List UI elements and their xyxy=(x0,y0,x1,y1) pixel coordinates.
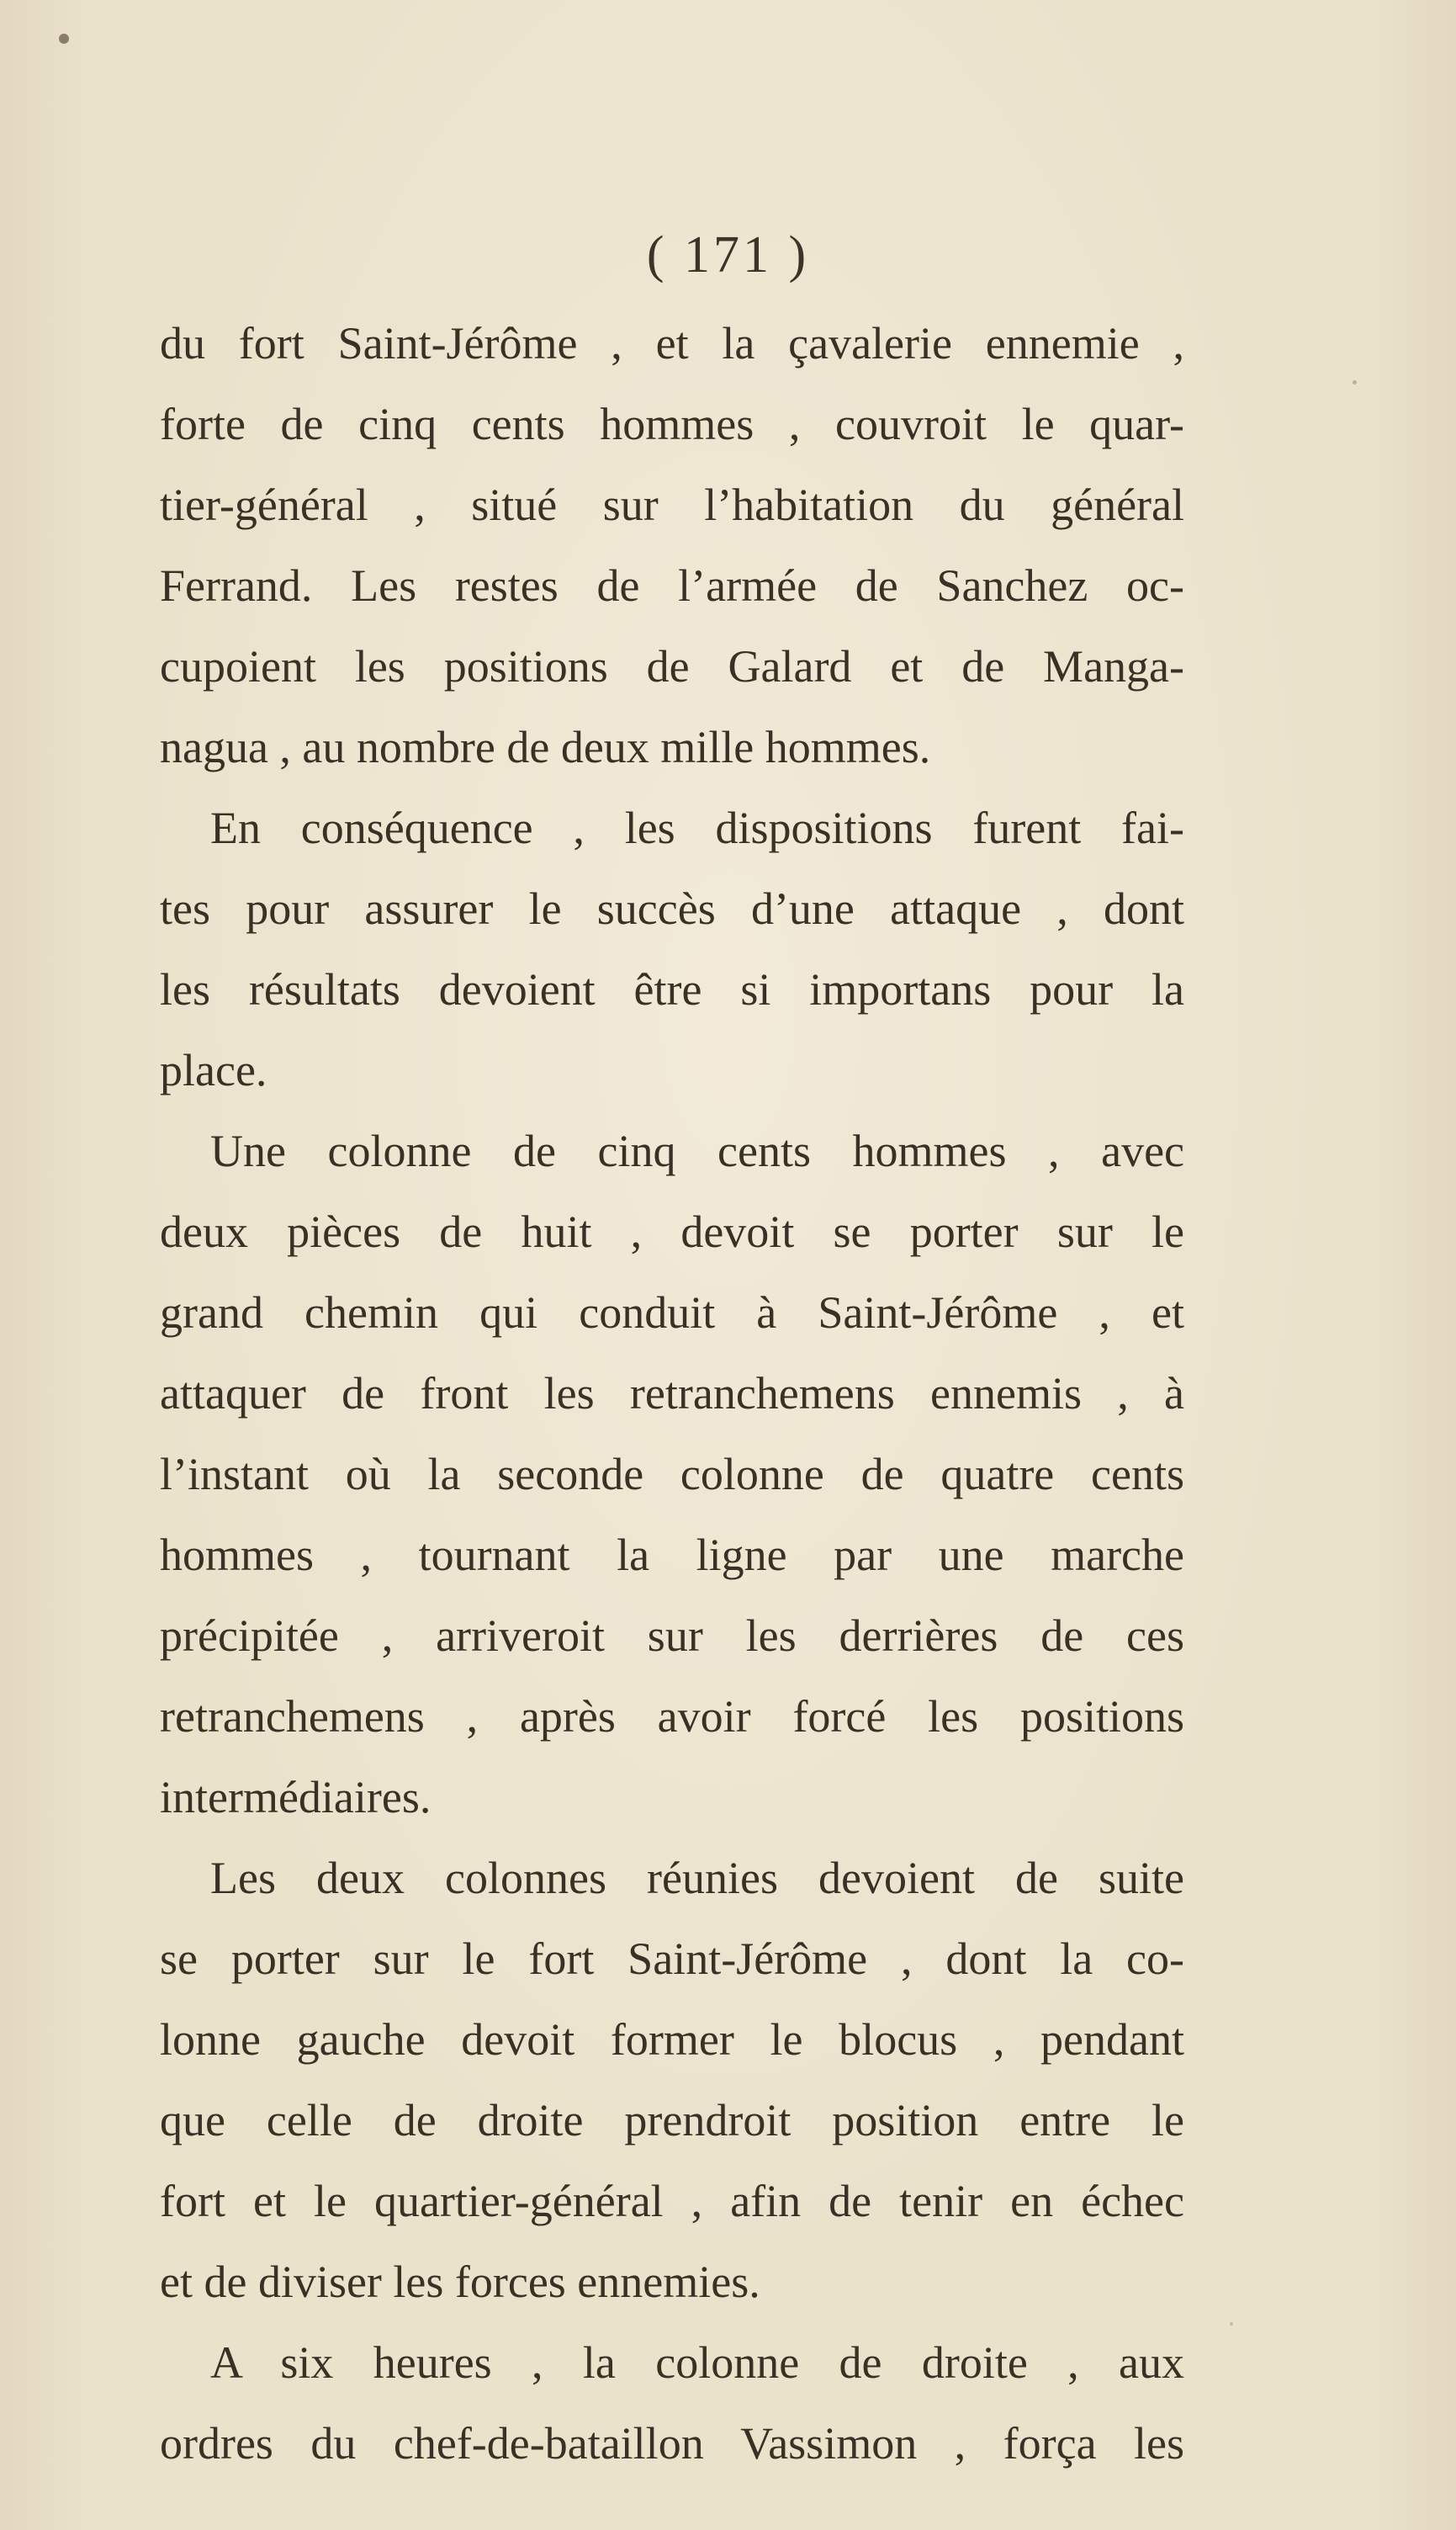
text-line: les résultats devoient être si importans pour la xyxy=(160,964,1184,1015)
text-line: ordres du chef-de-bataillon Vassimon , força les xyxy=(160,2418,1184,2469)
text-line: En conséquence , les dispositions furent fai- xyxy=(210,803,1184,853)
text-line: attaquer de front les retranchemens ennemis , à xyxy=(160,1368,1184,1419)
text-line: lonne gauche devoit former le blocus , pendant xyxy=(160,2014,1184,2065)
text-line: forte de cinq cents hommes , couvroit le quar- xyxy=(160,399,1184,449)
page-number: ( 171 ) xyxy=(646,226,810,284)
text-line: du fort Saint-Jérôme , et la çavalerie ennemie , xyxy=(160,318,1184,369)
text-line: nagua , au nombre de deux mille hommes. xyxy=(160,722,931,772)
text-line: retranchemens , après avoir forcé les positions xyxy=(160,1691,1184,1742)
text-line: Ferrand. Les restes de l’armée de Sanchez oc- xyxy=(160,560,1184,611)
text-line: Les deux colonnes réunies devoient de suite xyxy=(210,1853,1184,1903)
ink-speck xyxy=(1353,380,1357,385)
text-line: précipitée , arriveroit sur les derrières de ces xyxy=(160,1610,1184,1661)
text-line: hommes , tournant la ligne par une marche xyxy=(160,1530,1184,1580)
text-line: deux pièces de huit , devoit se porter sur le xyxy=(160,1207,1184,1257)
text-line: A six heures , la colonne de droite , aux xyxy=(210,2337,1184,2388)
text-line: que celle de droite prendroit position entre le xyxy=(160,2095,1184,2145)
text-line: place. xyxy=(160,1045,267,1095)
text-line: l’instant où la seconde colonne de quatre cents xyxy=(160,1449,1184,1499)
text-line: se porter sur le fort Saint-Jérôme , dont la co- xyxy=(160,1933,1184,1984)
text-line: tes pour assurer le succès d’une attaque , dont xyxy=(160,883,1184,934)
text-line: et de diviser les forces ennemies. xyxy=(160,2257,760,2307)
text-line: Une colonne de cinq cents hommes , avec xyxy=(210,1126,1184,1176)
text-line: tier-général , situé sur l’habitation du général xyxy=(160,480,1184,530)
text-line: fort et le quartier-général , afin de tenir en échec xyxy=(160,2176,1184,2226)
text-line: grand chemin qui conduit à Saint-Jérôme , et xyxy=(160,1287,1184,1338)
body-text xyxy=(160,303,1184,2484)
text-line: intermédiaires. xyxy=(160,1772,432,1822)
ink-speck xyxy=(1230,2322,1233,2326)
text-line: cupoient les positions de Galard et de Manga- xyxy=(160,641,1184,692)
ink-speck xyxy=(59,34,69,44)
